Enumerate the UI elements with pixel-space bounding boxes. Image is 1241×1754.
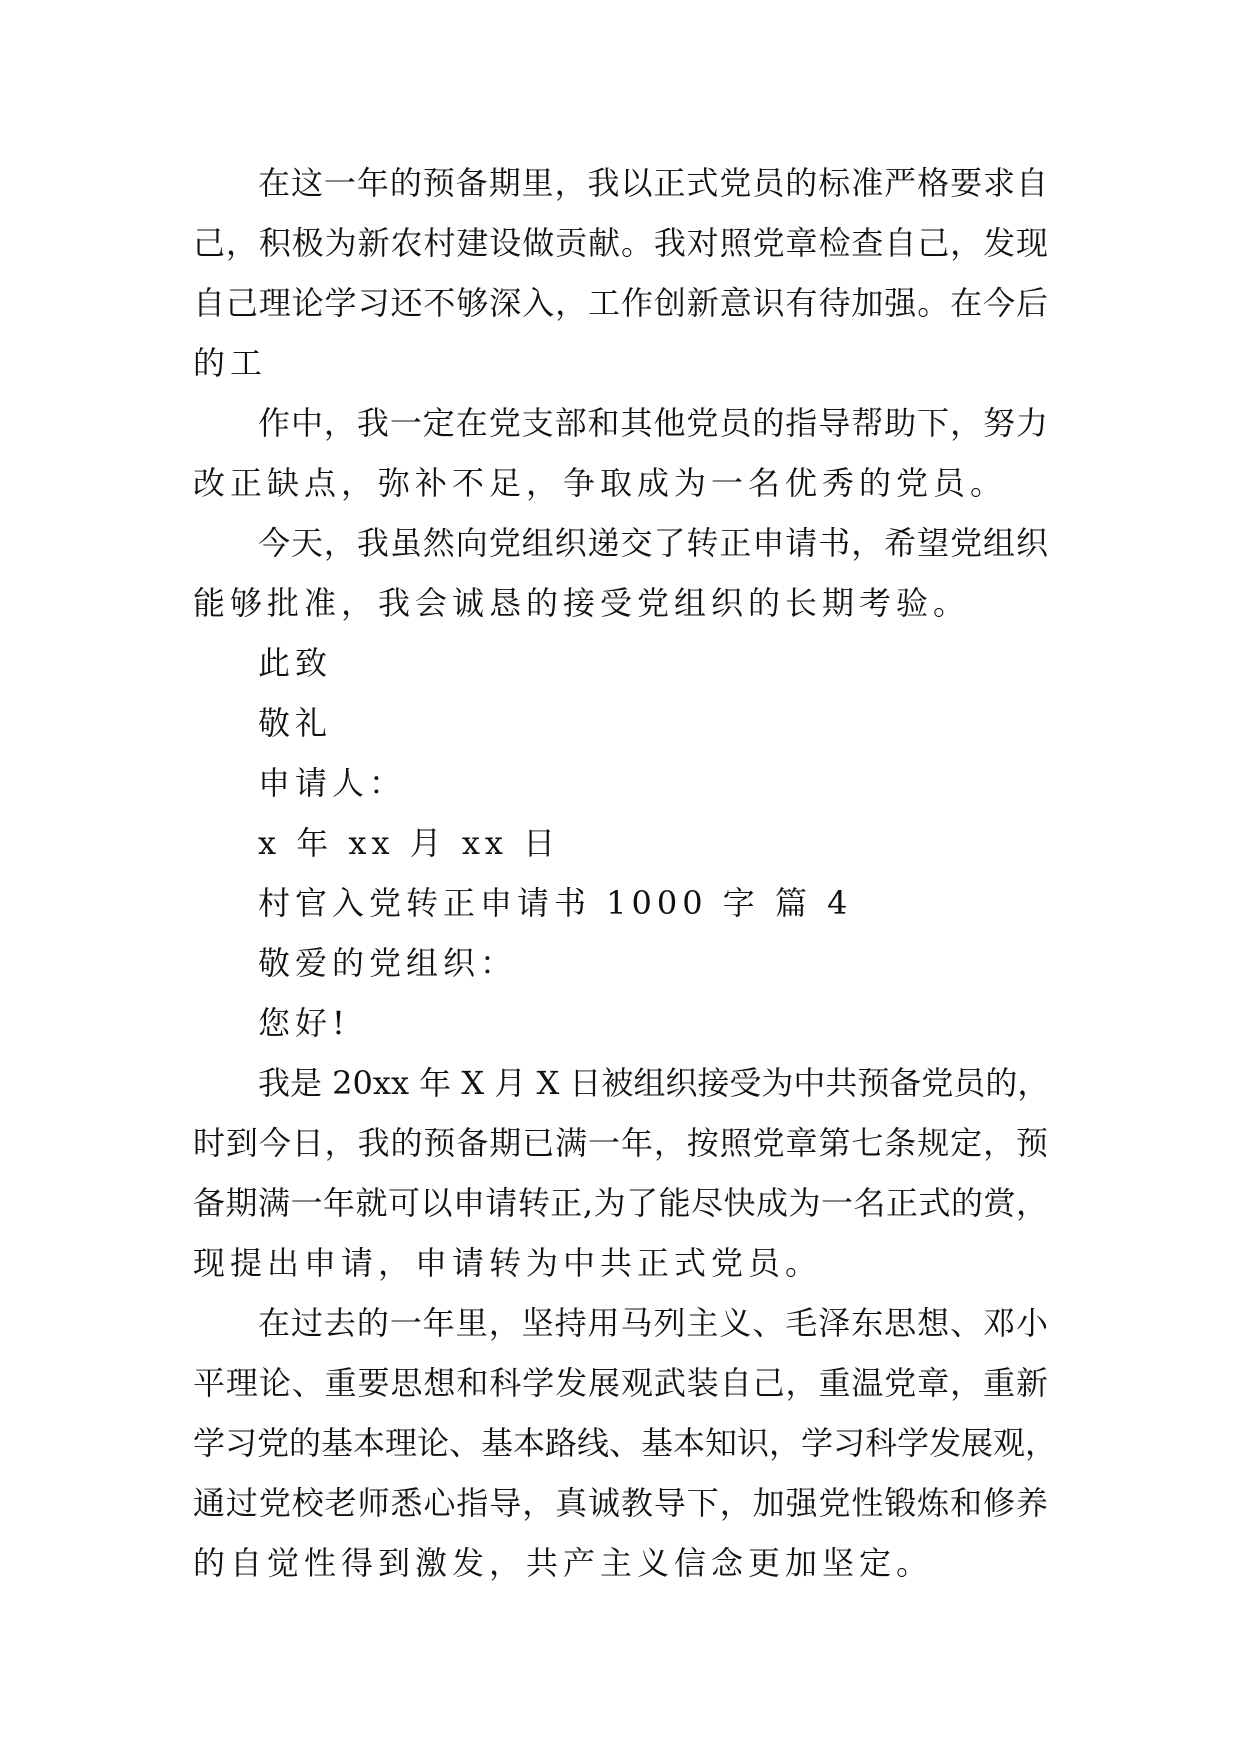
paragraph-line: 现提出申请，申请转为中共正式党员。 [193, 1244, 823, 1282]
paragraph-line: 的自觉性得到激发，共产主义信念更加坚定。 [193, 1544, 934, 1582]
applicant-line: 申请人： [258, 764, 407, 802]
paragraph-line: 己，积极为新农村建设做贡献。我对照党章检查自己，发现 [193, 224, 1048, 262]
section-heading: 村官入党转正申请书 1000 字 篇 4 [258, 884, 853, 922]
paragraph-line: 备期满一年就可以申请转正,为了能尽快成为一名正式的赏， [193, 1184, 1048, 1222]
paragraph-line: 能够批准，我会诚恳的接受党组织的长期考验。 [193, 584, 971, 622]
paragraph-line: 改正缺点，弥补不足，争取成为一名优秀的党员。 [193, 464, 1008, 502]
paragraph-line: 今天，我虽然向党组织递交了转正申请书，希望党组织 [258, 524, 1048, 562]
paragraph-line: 我是 20xx 年 X 月 X 日被组织接受为中共预备党员的， [258, 1064, 1050, 1102]
paragraph-line: 学习党的基本理论、基本路线、基本知识，学习科学发展观， [193, 1424, 1058, 1462]
paragraph-line: 在这一年的预备期里，我以正式党员的标准严格要求自 [258, 164, 1048, 202]
salutation-line: 敬礼 [258, 704, 333, 742]
paragraph-line: 通过党校老师悉心指导，真诚教导下，加强党性锻炼和修养 [193, 1484, 1048, 1522]
paragraph-line: 在过去的一年里，坚持用马列主义、毛泽东思想、邓小 [258, 1304, 1048, 1342]
paragraph-line: 的工 [193, 344, 268, 382]
date-line: x 年 xx 月 xx 日 [258, 824, 561, 862]
closing-line: 此致 [258, 644, 333, 682]
paragraph-line: 自己理论学习还不够深入，工作创新意识有待加强。在今后 [193, 284, 1048, 322]
paragraph-line: 平理论、重要思想和科学发展观武装自己，重温党章，重新 [193, 1364, 1048, 1402]
greeting-line: 敬爱的党组织： [258, 944, 518, 982]
paragraph-line: 时到今日，我的预备期已满一年，按照党章第七条规定，预 [193, 1124, 1048, 1162]
greeting-line: 您好! [258, 1004, 350, 1042]
paragraph-line: 作中，我一定在党支部和其他党员的指导帮助下，努力 [258, 404, 1048, 442]
